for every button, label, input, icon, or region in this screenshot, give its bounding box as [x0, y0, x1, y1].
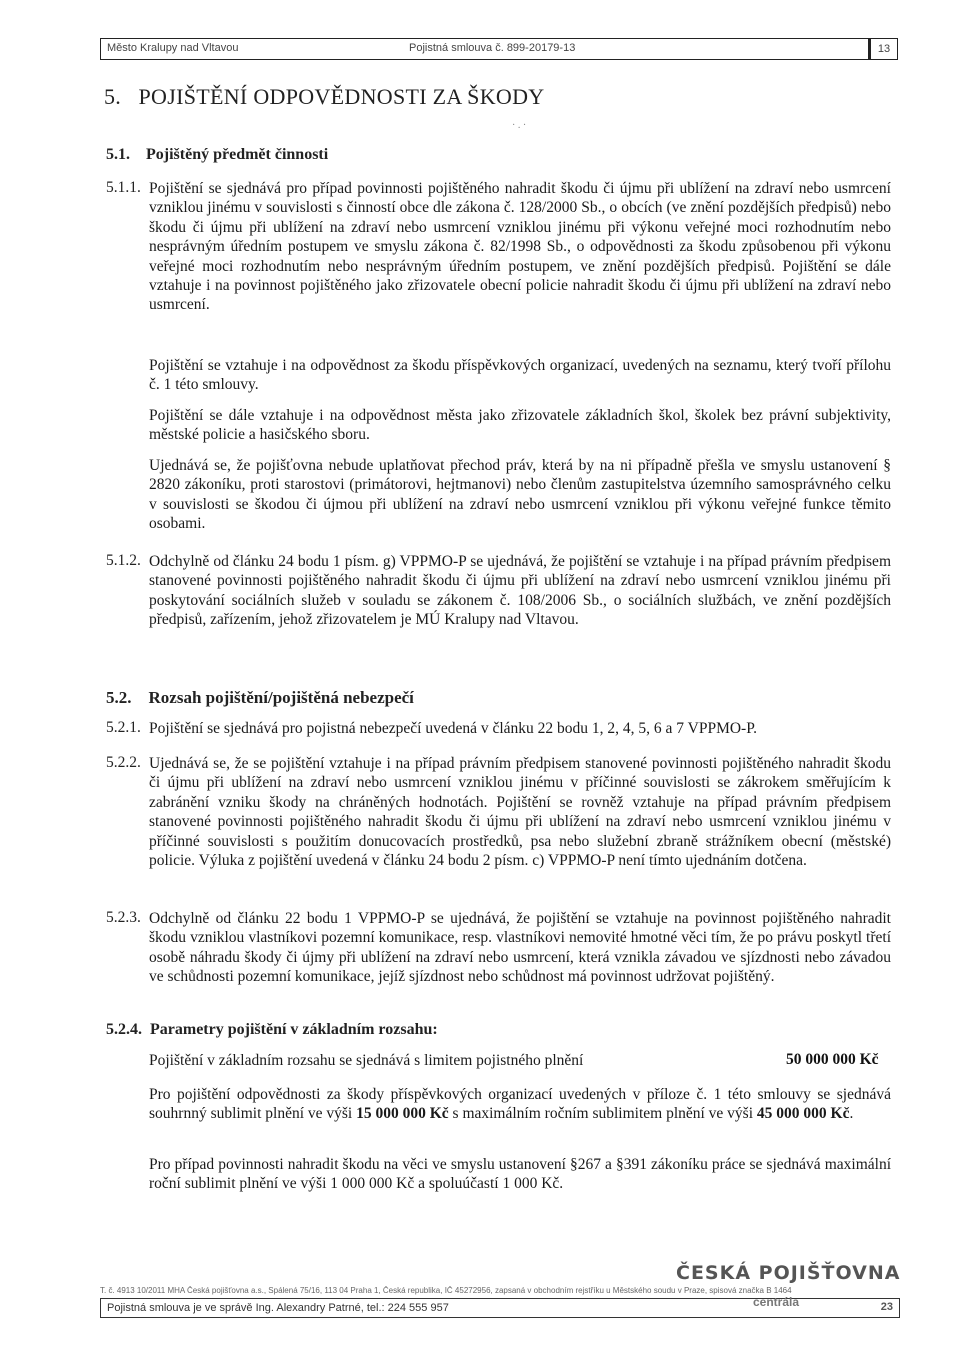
sublimit-amount: 15 000 000 Kč — [356, 1105, 449, 1123]
header-city: Město Kralupy nad Vltavou — [107, 42, 239, 54]
scan-speckle: · . · — [512, 120, 527, 131]
basic-limit-value: 50 000 000 Kč — [786, 1051, 879, 1068]
section-5-1-1-number: 5.1.1. — [106, 179, 141, 196]
page-header — [100, 38, 898, 60]
annual-sublimit-amount: 45 000 000 Kč — [756, 1105, 850, 1123]
section-5-1-1-para-4: Ujednává se, že pojišťovna nebude uplatňovat přechod práv, která by na ni případně přešla ve smyslu ustanovení § 2820 zákoníku, proti starostovi (primátorovi, hejtmanovi) nebo členům zastupitelstva územního samosprávného celku v souvislosti se škodou či újmou při ublížení na zdraví nebo usmrcení vzniklou při výkonu veřejné funkce těmito osobami. — [149, 457, 891, 533]
labour-code-paragraph: Pro případ povinnosti nahradit škodu na věci ve smyslu ustanovení §267 a §391 zákoníku práce se sjednává maximální roční sublimit plnění ve výši 1 000 000 Kč a spoluúčastí 1 000 Kč. — [149, 1156, 891, 1193]
section-5-2-4-title: Parametry pojištění v základním rozsahu: — [150, 1021, 438, 1038]
basic-limit-label: Pojištění v základním rozsahu se sjednává s limitem pojistného plnění — [149, 1052, 584, 1069]
sublimit-text-2: s maximálním ročním sublimitem plnění ve výši — [448, 1105, 757, 1123]
section-5-1-heading — [106, 146, 328, 164]
header-page-number: 13 — [868, 38, 898, 60]
section-5-1-1-para-3: Pojištění se dále vztahuje i na odpovědnost města jako zřizovatele základních škol, školek bez právní subjektivity, městské policie a hasičského sboru. — [149, 407, 891, 444]
section-5-1-1-para-2: Pojištění se vztahuje i na odpovědnost za škodu příspěvkových organizací, uvedených na seznamu, který tvoří přílohu č. 1 této smlouvy. — [149, 357, 891, 394]
section-5-1-title: Pojištěný předmět činnosti — [146, 146, 329, 163]
sublimit-text-1: Pro pojištění odpovědnosti za škody příspěvkových organizací uvedených v příloze č. 1 této smlouvy se sjednává souhrnný sublimit plnění ve výši — [149, 1086, 891, 1123]
logo-subtitle: centrála — [753, 1295, 800, 1309]
section-5-2-1-text: Pojištění se sjednává pro pojistná nebezpečí uvedená v článku 22 bodu 1, 2, 4, 5, 6 a 7 VPPMO-P. — [149, 720, 757, 737]
section-5-2-heading — [106, 688, 414, 708]
section-5-2-1-number: 5.2.1. — [106, 719, 141, 736]
section-5-2-4-number: 5.2.4. — [106, 1021, 142, 1038]
section-5-1-number: 5.1. — [106, 146, 130, 163]
section-5-1-1-para-1: Pojištění se sjednává pro případ povinnosti pojištěného nahradit škodu či újmu při ublížení na zdraví nebo usmrcení vzniklou jinému v souvislosti s činností obce dle zákona č. 128/2000 Sb., o obcích (ve znění pozdějších předpisů) nebo škodu či újmu při ublížení na zdraví nebo usmrcení vzniklou jinému při výkonu veřejné moci rozhodnutím nebo nesprávným úředním postupem ve smyslu zákona č. 82/1998 Sb., o odpovědnosti za škodu způsobenou při výkonu veřejné moci rozhodnutím nebo nesprávným úředním postupem, ve znění pozdějších předpisů. Pojištění se dále vztahuje i na povinnost pojištěného jako zřizovatele obecní policie nahradit škodu či újmu při ublížení na zdraví nebo usmrcení. — [149, 180, 891, 314]
section-5-2-3-number: 5.2.3. — [106, 909, 141, 926]
section-5-1-2-number: 5.1.2. — [106, 552, 141, 569]
sublimit-paragraph — [149, 1085, 891, 1124]
section-5-2-3-text: Odchylně od článku 22 bodu 1 VPPMO-P se ujednává, že pojištění se vztahuje na povinnost pojištěného nahradit škodu vzniklou vlastníkovi pozemní komunikace, resp. vlastníkovi nemovité hmotné věci tím, že po právu poskytl třetí osobě náhradu škody či újmy při ublížení na zdraví nebo usmrcení, která vznikla závadou ve sjízdnosti nebo závadou ve schůdnosti pozemní komunikace, jejíž sjízdnost nebo schůdnost má povinnost udržovat pojištěný. — [149, 910, 891, 986]
section-5-title: POJIŠTĚNÍ ODPOVĚDNOSTI ZA ŠKODY — [138, 84, 545, 109]
section-5-2-4-heading — [106, 1021, 438, 1039]
ceska-pojistovna-logo: ČESKÁ POJIŠŤOVNA — [676, 1262, 901, 1284]
section-5-1-2-text: Odchylně od článku 24 bodu 1 písm. g) VPPMO-P se ujednává, že pojištění se vztahuje i na případ právním předpisem stanovené povinnosti pojištěného nahradit škodu či újmu při ublížení na zdraví nebo usmrcení vzniklou jinému při poskytování sociálních služeb v souladu se zákonem č. 108/2006 Sb., o sociálních službách, ve znění pozdějších předpisů, zařízením, jehož zřizovatelem je MÚ Kralupy nad Vltavou. — [149, 553, 891, 629]
section-5-number: 5. — [104, 84, 122, 109]
section-5-2-2-text: Ujednává se, že se pojištění vztahuje i na případ právním předpisem stanovené povinnosti pojištěného nahradit škodu či újmu při ublížení na zdraví nebo usmrcení vzniklou jinému v příčinné souvislosti se zákrokem směřujícím k zabránění vzniku škody na chráněných hodnotách. Pojištění se rovněž vztahuje na případ právním předpisem stanovené povinnosti pojištěného nahradit škodu či újmu při ublížení na zdraví nebo usmrcení vzniklou jinému v příčinné souvislosti s použitím donucovacích prostředků, psa nebo služební zbraně strážníkem obecní (městské) policie. Výluka z pojištění uvedená v článku 24 bodu 2 písm. c) VPPMO-P není tímto ujednáním dotčena. — [149, 755, 891, 870]
footer-page-number: 23 — [880, 1301, 893, 1313]
section-5-2-number: 5.2. — [106, 688, 132, 707]
footer-administrator: Pojistná smlouva je ve správě Ing. Alexandry Patrné, tel.: 224 555 957 — [107, 1302, 449, 1314]
sublimit-text-3: . — [849, 1105, 854, 1123]
section-5-heading — [104, 84, 544, 110]
section-5-2-2-number: 5.2.2. — [106, 754, 141, 771]
company-registration-line: T. č. 4913 10/2011 MHA Česká pojišťovna a.s., Spálená 75/16, 113 04 Praha 1, Česká republika, IČ 45272956, zapsaná v obchodním rejstříku u Městského soudu v Praze, spisová značka B 1464 — [100, 1286, 792, 1295]
section-5-2-title: Rozsah pojištění/pojištěná nebezpečí — [148, 688, 414, 707]
header-contract: Pojistná smlouva č. 899-20179-13 — [409, 42, 576, 54]
